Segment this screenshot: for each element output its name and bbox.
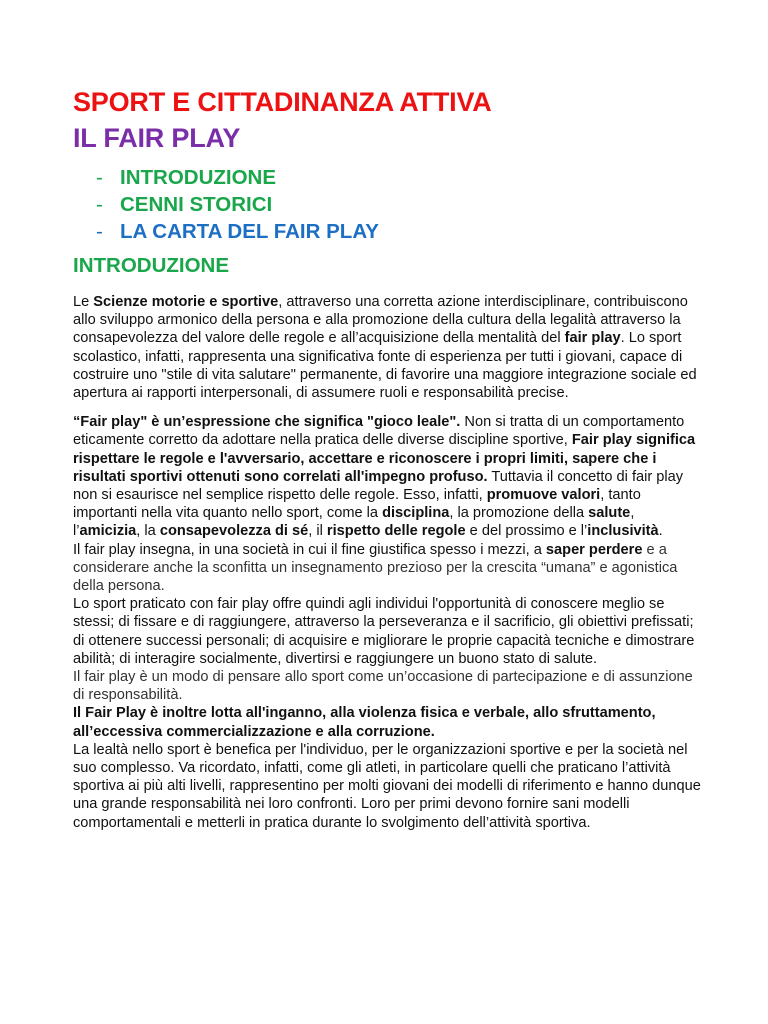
bold-text: consapevolezza di sé bbox=[159, 523, 309, 540]
toc-item-carta-fair-play bbox=[96, 218, 705, 245]
bold-text: salute bbox=[588, 505, 631, 522]
text-run: , l’ bbox=[73, 505, 635, 540]
paragraph-lotta-inganno bbox=[73, 704, 705, 740]
bold-text: “Fair play" è un’espressione che significa "gioco leale". bbox=[73, 414, 461, 431]
fair-play-body bbox=[73, 413, 705, 832]
paragraph-saper-perdere bbox=[73, 541, 705, 596]
text-run: , tanto importanti nella vita quanto nello sport, come la bbox=[73, 487, 641, 522]
text-run: e a considerare anche la sconfitta un insegnamento prezioso per la crescita “umana” e agonistica della persona. bbox=[73, 541, 678, 595]
section-heading-introduzione: INTRODUZIONE bbox=[73, 254, 230, 277]
bold-text: rispetto delle regole bbox=[326, 523, 466, 540]
table-of-contents bbox=[73, 164, 705, 245]
text-run: , il bbox=[308, 523, 327, 540]
text-run: . Lo sport scolastico, infatti, rappresenta una significativa fonte di esperienza per tutti i giovani, capace di costruire uno "stile di vita salutare" permanente, di favorire una maggiore integrazione sociale ed apertura ai rapporti interpersonali, di assumere ruoli e responsabilità precise. bbox=[73, 330, 697, 402]
toc-dash: - bbox=[96, 166, 103, 189]
paragraph-opportunita: Lo sport praticato con fair play offre quindi agli individui l'opportunità di conoscere meglio se stessi; di fissare e di raggiungere, attraverso la perseveranza e il sacrificio, gli obiettivi prefissati; di ottenere successi personali; di acquisire e migliorare le proprie capacità tecniche e dimostrare abilità; di interagire socialmente, divertirsi e raggiungere un buono stato di salute. bbox=[73, 596, 695, 667]
text-run: , la bbox=[136, 523, 160, 540]
paragraph-scienze-motorie bbox=[73, 293, 705, 402]
document-subtitle: IL FAIR PLAY bbox=[73, 123, 241, 153]
bold-text: Scienze motorie e sportive bbox=[93, 294, 279, 310]
toc-dash: - bbox=[96, 193, 103, 216]
toc-item-cenni-storici bbox=[96, 191, 705, 218]
toc-item-label: INTRODUZIONE bbox=[120, 166, 277, 189]
bold-text: disciplina bbox=[382, 505, 450, 522]
paragraph-lealta: La lealtà nello sport è benefica per l'individuo, per le organizzazioni sportive e per la società nel suo complesso. Va ricordato, infatti, come gli atleti, in particolare quelli che praticano l’attività sportiva ai più alti livelli, rappresentino per molti giovani dei modelli di riferimento e hanno dunque una grande responsabilità nei loro confronti. Loro per primi devono fornire sani modelli comportamentali e metterli in pratica durante lo svolgimento dell’attività sportiva. bbox=[73, 741, 701, 831]
bold-text: promuove valori bbox=[486, 487, 601, 504]
bold-text: amicizia bbox=[79, 523, 137, 540]
bold-text: Il Fair Play è inoltre lotta all'inganno, alla violenza fisica e verbale, allo sfruttamento, all’eccessiva commercializzazione e alla corruzione. bbox=[73, 705, 656, 740]
bold-text: inclusività bbox=[587, 523, 659, 540]
text-run: . bbox=[658, 523, 663, 540]
bold-text: saper perdere bbox=[545, 541, 643, 558]
text-run: , la promozione della bbox=[449, 505, 589, 522]
paragraph-modo-di-pensare: Il fair play è un modo di pensare allo sport come un’occasione di partecipazione e di assunzione di responsabilità. bbox=[73, 669, 693, 704]
text-run: Il fair play insegna, in una società in cui il fine giustifica spesso i mezzi, a bbox=[73, 541, 546, 558]
text-run: , attraverso una corretta azione interdisciplinare, contribuiscono allo sviluppo armonico della persona e alla promozione della cultura della legalità attraverso la consapevolezza del valore delle regole e all’acquisizione della mentalità del bbox=[73, 294, 688, 347]
text-run: Tuttavia il concetto di fair play non si esaurisce nel semplice rispetto delle regole. Esso, infatti, bbox=[73, 468, 684, 504]
bold-text: Fair play significa rispettare le regole e l'avversario, accettare e riconoscere i propri limiti, sapere che i risultati sportivi ottenuti sono correlati all'impegno profuso. bbox=[73, 432, 696, 485]
text-run: Non si tratta di un comportamento eticamente corretto da adottare nella pratica delle diverse discipline sportive, bbox=[73, 414, 685, 449]
document-page bbox=[73, 86, 705, 832]
toc-item-introduzione bbox=[96, 164, 705, 191]
text-run: e del prossimo e l’ bbox=[465, 523, 588, 540]
toc-dash: - bbox=[96, 220, 103, 243]
document-title: SPORT E CITTADINANZA ATTIVA bbox=[73, 87, 492, 117]
bold-text: fair play bbox=[564, 330, 621, 347]
text-run: Le bbox=[73, 294, 94, 310]
paragraph-fair-play-definition bbox=[73, 413, 705, 540]
toc-item-label: LA CARTA DEL FAIR PLAY bbox=[120, 220, 379, 243]
toc-item-label: CENNI STORICI bbox=[120, 193, 273, 216]
